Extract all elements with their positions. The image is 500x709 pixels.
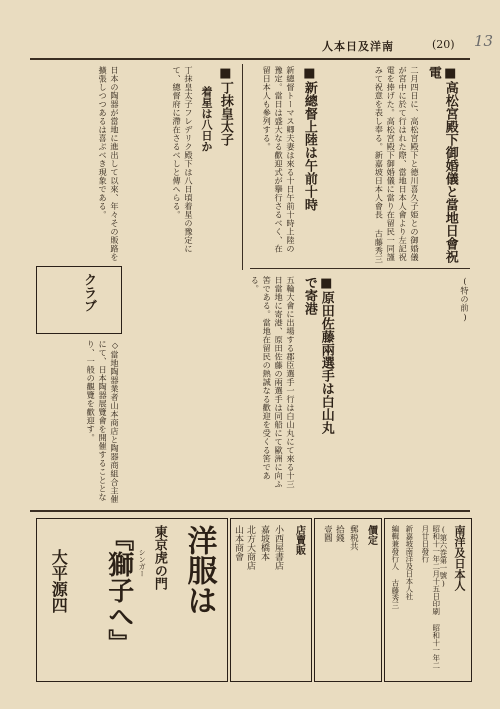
ad-tailor-box xyxy=(36,518,228,682)
ad-tailor-title: 『獅子へ』 xyxy=(103,525,134,655)
pub-editor: 編輯兼發行人 古藤秀三 xyxy=(390,525,400,609)
shop-1: 小西屋書店 xyxy=(273,525,284,570)
bottom-rule xyxy=(30,510,470,512)
club-heading-box xyxy=(36,266,122,334)
rates-title: 價定 xyxy=(365,525,377,545)
page-number: (20) xyxy=(432,38,455,51)
ad-rates-box xyxy=(314,518,382,682)
article-body-misc: 日本の陶器が當地に進出して以來、年々その販路を擴張しつつあるは喜ぶべき現象である。 xyxy=(98,66,120,262)
shops-title: 店賣販 xyxy=(293,525,305,555)
pub-sub: (第六巻第一號) xyxy=(438,525,448,588)
article-subtitle-denmark: 着星は八日か xyxy=(199,86,213,152)
article-body-pottery: (特の前) xyxy=(460,276,470,323)
article-title-denmark: ■丁抹皇太子 xyxy=(217,66,233,146)
article-title-takamatsu: ■高松宮殿下御婚儀と當地日會祝電 xyxy=(425,66,458,263)
rates-label: 郵税共 xyxy=(348,525,359,551)
rate-row-2: 壹圓 xyxy=(322,525,333,542)
ad-tailor-place: 東京虎の門 xyxy=(151,525,167,590)
rate-row-1: 拾錢 xyxy=(334,525,345,542)
pub-publisher: 新嘉坡南洋及日本人社 xyxy=(404,525,414,600)
header-rule xyxy=(30,58,470,60)
ad-tailor-ruby: シンガー xyxy=(138,549,147,577)
vertical-divider-1 xyxy=(242,64,243,270)
ad-tailor-name: 大平源四 xyxy=(49,549,69,613)
article-body-denmark: 丁抹皇太子フレデリク殿下は八日頃着星の豫定にて、總督府に滯在さるべしと傳へらる。 xyxy=(172,66,194,253)
ad-publication-box xyxy=(384,518,472,682)
shop-2: 嘉坡橋本 xyxy=(259,525,270,561)
ad-tailor-headline: 洋服は xyxy=(181,525,217,615)
pub-info: 昭和十一年二月十五日印刷 昭和十一年二月廿日發行 xyxy=(420,525,441,669)
club-body: ◇當地陶器業者山本商店と陶器商組合主催にて、日本陶器展覽會を開催することとなり、一般の觀覽を歡迎す。 xyxy=(86,340,120,504)
page-header-title: 人本日及洋南 xyxy=(322,40,394,53)
ad-shops-box xyxy=(230,518,312,682)
article-body-governor: 新總督トーマス卿夫妻は來る十日午前十時上陸の豫定。當日は盛大なる歡迎式が擧行さるべく、在留日本人も參列する。 xyxy=(262,66,296,253)
divider-a1 xyxy=(250,268,470,269)
article-body-athletes: 五輪大會に出場する郡臣選手一行は白山丸にて來る十三日當地に寄港、原田佐藤の兩選手は同船にて歐洲に向ふ筈である。當地在留民の熱誠なる歡迎を受くる筈である。 xyxy=(250,276,296,489)
handwritten-mark: 13 xyxy=(474,32,494,50)
shop-3: 北方大商店 xyxy=(245,525,256,570)
article-title-athletes: ■原田佐藤兩選手は白山丸で寄港 xyxy=(301,276,334,434)
club-heading: クラブ xyxy=(81,273,96,312)
article-body-takamatsu: 二月四日に、高松宮殿下と德川喜久子姫との御婚儀が宮中に於て行はれた際、當地日本人會より左記祝電を捧げた。高松宮殿下御婚儀に當り在留民一同謹みて祝意を表し奉る。新嘉坡日本人會長 古藤秀三 xyxy=(374,66,420,264)
pub-title: 南洋及日本人 xyxy=(452,525,466,591)
article-title-governor: ■新總督上陸は午前十時 xyxy=(301,66,317,211)
shop-4: 山本商會 xyxy=(233,525,244,561)
